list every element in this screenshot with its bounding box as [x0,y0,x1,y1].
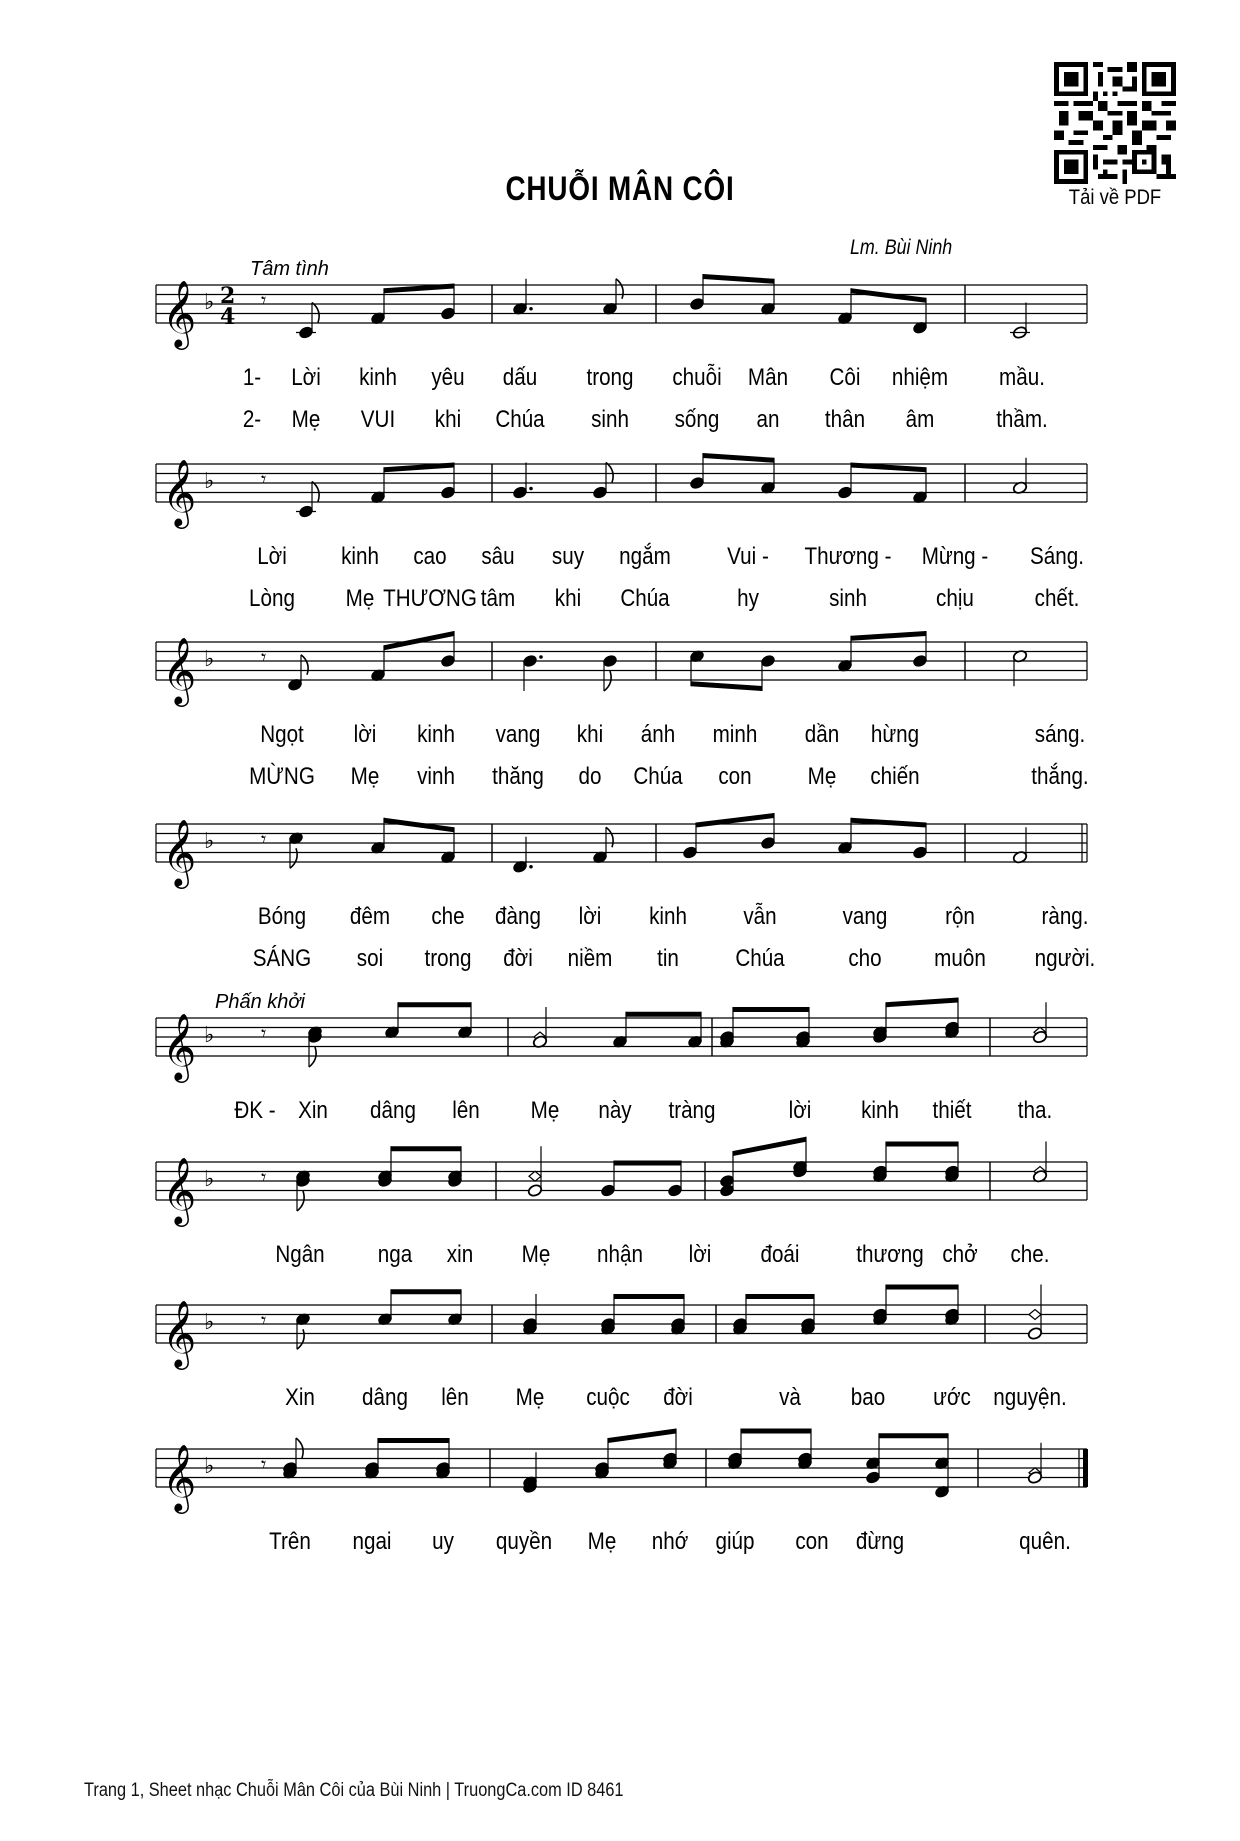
lyric-word: khi [576,720,604,748]
page-footer: Trang 1, Sheet nhạc Chuỗi Mân Côi của Bùi Ninh | TruongCa.com ID 8461 [84,1780,624,1801]
lyric-word: kinh [649,902,687,930]
lyric-word: nga [377,1240,413,1268]
staff-system [156,1429,1088,1555]
eighth-flag [312,303,319,323]
lyric-word: soi [356,944,384,972]
eighth-rest-icon: 𝄾 [261,467,267,491]
staff-system [156,1285,1087,1411]
eighth-rest-icon: 𝄾 [261,1452,267,1476]
staff-system [156,991,1087,1123]
lyric-word: do [578,762,602,790]
lyric-word: vang [842,902,888,930]
composer-credit: Lm. Bùi Ninh [850,236,953,259]
lyric-word: khi [554,584,582,612]
lyric-word: kinh [359,363,397,391]
eighth-flag [297,1191,304,1211]
lyric-word: Ngân [275,1240,325,1268]
lyric-word: tràng [668,1096,716,1124]
flat-key-signature-icon: ♭ [204,290,215,315]
eighth-rest-icon: 𝄾 [261,827,267,851]
note-beam [608,1429,676,1444]
note-beam [851,288,926,303]
note-beam [886,998,958,1008]
lyric-word: SÁNG [252,944,312,972]
lyric-word: sống [674,405,720,433]
lyric-word: bao [850,1383,886,1411]
note-beam [691,681,762,691]
treble-clef-icon: 𝄞 [162,636,197,704]
lyric-word: vinh [417,762,455,790]
eighth-flag [297,1329,304,1349]
note-beam [614,1161,681,1166]
note-beam [851,818,926,828]
lyric-word: Lời [291,363,321,391]
lyric-word: quyền [495,1527,553,1555]
lyric-word: Vui - [727,542,769,570]
note-beam [378,1438,449,1443]
lyric-word: thân [824,405,866,433]
final-bar-line [1083,1449,1088,1487]
lyric-word: Mẹ [807,762,837,790]
lyric-word: cao [413,542,447,570]
note-beam [879,1433,948,1438]
lyric-word: thương [856,1240,924,1268]
lyric-word: đoái [760,1240,800,1268]
lyric-word: trong [424,944,472,972]
eighth-rest-icon: 𝄾 [261,288,267,312]
lyric-word: 1- [242,363,262,391]
half-note-head [529,1171,541,1181]
staff-system [156,1137,1087,1268]
lyric-word: đời [663,1383,693,1411]
lyric-word: Chúa [495,405,545,433]
lyric-word: sinh [591,405,629,433]
lyric-word: sáng. [1034,720,1086,748]
lyric-word: suy [551,542,585,570]
lyric-word: ĐK - [234,1096,276,1124]
lyric-word: hừng [870,720,920,748]
lyric-word: Côi [829,363,861,391]
lyric-word: kinh [861,1096,899,1124]
lyric-word: hy [737,584,759,612]
lyric-word: Sáng. [1030,542,1084,570]
note-beam [733,1137,806,1156]
eighth-rest-icon: 𝄾 [261,1021,267,1045]
lyric-word: ngắm [619,542,671,570]
note-beam [391,1146,461,1151]
tempo-marking: Tâm tình [250,258,329,280]
note-beam [741,1429,811,1434]
lyric-word: con [795,1527,829,1555]
treble-clef-icon: 𝄞 [162,1443,197,1511]
lyric-word: ngai [352,1527,392,1555]
flat-key-signature-icon: ♭ [204,1023,215,1048]
dot [529,865,533,869]
lyric-word: ràng. [1041,902,1089,930]
lyric-word: tâm [480,584,516,612]
treble-clef-icon: 𝄞 [162,1012,197,1080]
flat-key-signature-icon: ♭ [204,1454,215,1479]
lyric-word: chiến [870,762,920,790]
flat-key-signature-icon: ♭ [204,469,215,494]
lyric-word: minh [712,720,758,748]
lyric-word: rộn [945,902,975,930]
lyric-word: chở [942,1240,978,1268]
flat-key-signature-icon: ♭ [204,647,215,672]
eighth-flag [616,279,623,299]
lyric-word: Thương - [804,542,892,570]
eighth-flag [606,463,613,483]
lyric-word: 2- [242,405,262,433]
lyric-word: thầm. [996,405,1048,433]
lyric-word: giúp [715,1527,755,1555]
lyric-word: đêm [349,902,391,930]
lyric-word: vang [495,720,541,748]
lyric-word: Mẹ [530,1096,560,1124]
lyric-word: ước [933,1383,971,1411]
note-beam [851,631,926,641]
lyric-word: lời [788,1096,812,1124]
lyric-word: che. [1010,1240,1050,1268]
flat-key-signature-icon: ♭ [204,1167,215,1192]
lyric-word: lời [353,720,377,748]
lyric-word: con [718,762,752,790]
lyric-word: Xin [298,1096,328,1124]
eighth-rest-icon: 𝄾 [261,1308,267,1332]
lyric-word: quên. [1019,1527,1071,1555]
lyric-word: chịu [936,584,974,612]
staff-system [156,453,1087,611]
dot [539,655,543,659]
lyric-word: lên [441,1383,469,1411]
treble-clef-icon: 𝄞 [162,279,197,347]
lyric-word: cho [848,944,882,972]
lyric-word: an [756,405,780,433]
note-beam [384,818,454,833]
lyric-word: Mẹ [587,1527,617,1555]
note-beam [746,1294,814,1299]
note-beam [703,453,774,463]
lyric-word: uy [432,1527,454,1555]
eighth-rest-icon: 𝄾 [261,645,267,669]
lyric-word: kinh [341,542,379,570]
lyric-word: tha. [1017,1096,1053,1124]
lyric-word: lời [578,902,602,930]
lyric-word: Trên [269,1527,311,1555]
dot [529,487,533,491]
lyric-word: yêu [431,363,465,391]
lyric-word: đời [503,944,533,972]
time-signature-top: 2 [220,283,236,309]
lyric-word: vẫn [743,902,777,930]
lyric-word: khi [434,405,462,433]
staff-system [156,258,1087,432]
note-beam [886,1142,958,1147]
lyric-word: đừng [855,1527,905,1555]
eighth-rest-icon: 𝄾 [261,1165,267,1189]
lyric-word: dần [804,720,840,748]
lyric-word: Chúa [735,944,785,972]
lyric-word: Xin [285,1383,315,1411]
lyric-word: thắng. [1031,762,1089,790]
lyric-word: người. [1034,944,1096,972]
lyric-word: dâng [362,1383,408,1411]
lyric-word: Lòng [249,584,295,612]
lyric-word: muôn [934,944,986,972]
lyric-word: Mừng - [921,542,989,570]
lyric-word: Chúa [620,584,670,612]
lyric-word: chuỗi [672,363,722,391]
lyric-word: Lời [257,542,287,570]
flat-key-signature-icon: ♭ [204,829,215,854]
eighth-flag [296,1438,303,1458]
lyric-word: thăng [492,762,544,790]
lyric-word: lời [688,1240,712,1268]
lyric-word: nhận [597,1240,643,1268]
lyric-word: ánh [640,720,676,748]
tempo-marking: Phấn khởi [215,991,305,1013]
note-beam [614,1294,684,1299]
lyric-word: Mẹ [345,584,375,612]
staff-system [156,813,1095,971]
lyric-word: và [779,1383,801,1411]
note-beam [626,1012,701,1017]
lyric-word: nhiệm [891,363,949,391]
lyric-word: VUI [360,405,396,433]
note-beam [886,1285,958,1290]
lyric-word: kinh [417,720,455,748]
lyric-word: nhớ [651,1527,689,1555]
lyric-word: cuộc [586,1383,630,1411]
time-signature-bottom: 4 [220,304,236,330]
treble-clef-icon: 𝄞 [162,1299,197,1367]
lyric-word: Mẹ [291,405,321,433]
lyric-word: âm [905,405,935,433]
lyric-word: lên [452,1096,480,1124]
lyric-word: niềm [567,944,613,972]
staff-system [156,631,1089,789]
lyric-word: Bóng [257,902,307,930]
note-beam [398,1002,471,1007]
note-beam [384,631,454,650]
lyric-word: chết. [1034,584,1080,612]
lyric-word: Mẹ [350,762,380,790]
lyric-word: THƯƠNG [383,584,477,612]
dot [529,307,533,311]
lyric-word: tin [657,944,679,972]
lyric-word: Mân [747,363,789,391]
treble-clef-icon: 𝄞 [162,818,197,886]
lyric-word: MỪNG [249,762,315,790]
note-beam [733,1007,809,1012]
lyric-word: trong [586,363,634,391]
flat-key-signature-icon: ♭ [204,1310,215,1335]
lyric-word: Mẹ [521,1240,551,1268]
lyric-word: sâu [481,542,515,570]
eighth-flag [301,655,308,675]
note-beam [391,1289,461,1294]
lyric-word: dâng [370,1096,416,1124]
lyric-word: thiết [932,1096,972,1124]
lyric-word: này [598,1096,632,1124]
eighth-flag [604,671,611,691]
lyric-word: nguyện. [993,1383,1067,1411]
eighth-flag [606,827,613,847]
lyric-word: dấu [502,363,538,391]
treble-clef-icon: 𝄞 [162,458,197,526]
lyric-word: Chúa [633,762,683,790]
lyric-word: đàng [495,902,541,930]
song-title: CHUỖI MÂN CÔI [505,170,735,208]
note-beam [703,274,774,284]
half-note-head [1029,1310,1041,1320]
treble-clef-icon: 𝄞 [162,1156,197,1224]
lyric-word: xin [446,1240,474,1268]
eighth-flag [309,1047,316,1067]
lyric-word: mầu. [999,363,1045,391]
download-pdf-link[interactable]: Tải về PDF [1068,186,1162,209]
lyric-word: Ngọt [260,720,304,748]
eighth-flag [312,482,319,502]
lyric-word: sinh [829,584,867,612]
lyric-word: Mẹ [515,1383,545,1411]
note-beam [696,813,774,828]
eighth-flag [290,848,297,868]
lyric-word: che [431,902,465,930]
